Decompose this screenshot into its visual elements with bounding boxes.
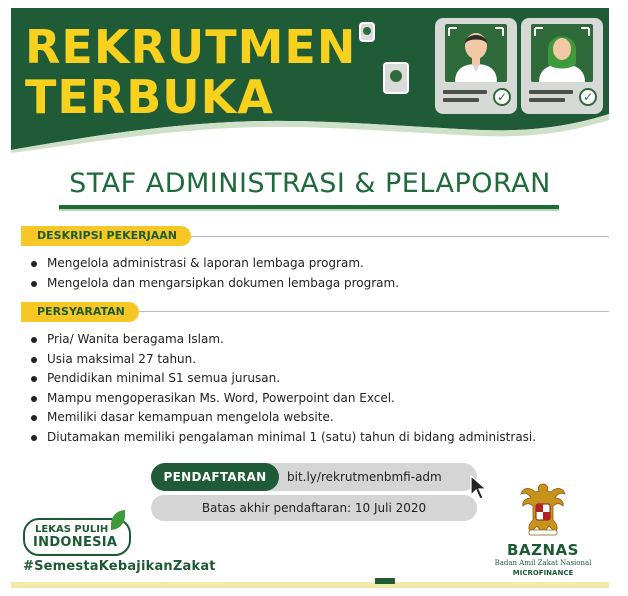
list-item: Mengelola administrasi & laporan lembaga program. (29, 254, 399, 274)
recruitment-poster (11, 8, 609, 588)
description-list (29, 254, 399, 293)
org-full-name: Badan Amil Zakat Nasional (494, 559, 592, 567)
registration-url[interactable]: bit.ly/rekrutmenbmfi-adm (287, 470, 442, 484)
list-item: Pria/ Wanita beragama Islam. (29, 330, 536, 350)
org-unit: MICROFINANCE (512, 569, 574, 577)
mini-profile-icon (359, 22, 375, 42)
list-item: Memiliki dasar kemampuan mengelola website. (29, 408, 536, 428)
headline-line-2: TERBUKA (25, 70, 274, 124)
list-item: Mengelola dan mengarsipkan dokumen lembaga program. (29, 274, 399, 294)
female-avatar-icon (531, 24, 593, 82)
bottom-decoration (11, 578, 609, 588)
female-candidate-card (521, 18, 603, 114)
check-icon: ✓ (579, 88, 597, 106)
check-icon: ✓ (493, 88, 511, 106)
baznas-logo (477, 542, 609, 578)
garuda-emblem-icon (519, 480, 567, 538)
org-name: BAZNAS (507, 541, 579, 559)
list-item: Usia maksimal 27 tahun. (29, 350, 536, 370)
section-label-requirements: PERSYARATAN (21, 302, 139, 322)
hashtag: #SemestaKebajikanZakat (23, 559, 216, 574)
requirements-list (29, 330, 536, 448)
mini-profile-icon (383, 62, 409, 94)
male-avatar-icon (445, 24, 507, 82)
job-title: STAF ADMINISTRASI & PELAPORAN (69, 168, 551, 199)
deadline-text: Batas akhir pendaftaran: 10 Juli 2020 (151, 495, 477, 521)
registration-button[interactable]: PENDAFTARAN (151, 463, 279, 491)
headline-line-1: REKRUTMEN (25, 20, 357, 74)
header-banner (11, 8, 609, 153)
section-label-description: DESKRIPSI PEKERJAAN (21, 226, 191, 246)
list-item: Pendidikan minimal S1 semua jurusan. (29, 369, 536, 389)
male-candidate-card (435, 18, 517, 114)
list-item: Mampu mengoperasikan Ms. Word, Powerpoint dan Excel. (29, 389, 536, 409)
cursor-icon (470, 475, 488, 501)
list-item: Diutamakan memiliki pengalaman minimal 1 (satu) tahun di bidang administrasi. (29, 428, 536, 448)
lekas-pulih-logo: LEKAS PULIH INDONESIA (23, 518, 131, 556)
leaf-icon (111, 510, 125, 530)
